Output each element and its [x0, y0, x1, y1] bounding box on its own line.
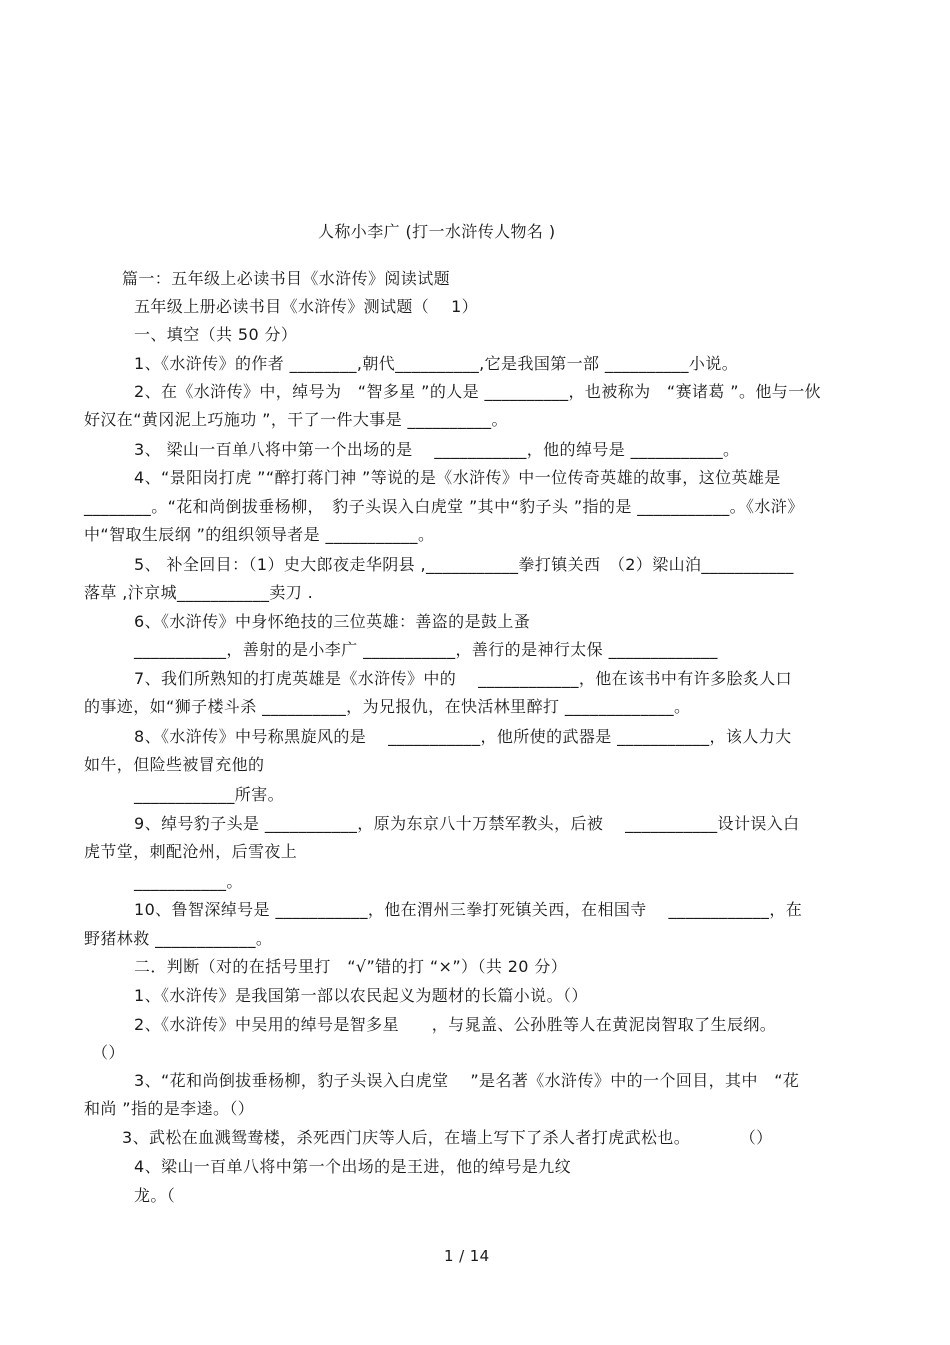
question-line: 好汉在“黄冈泥上巧施功 ”，干了一件大事是 __________。 — [84, 410, 508, 429]
part-one-heading: 一、填空（共 50 分） — [134, 325, 298, 344]
question-line: 6、《水浒传》中身怀绝技的三位英雄：善盗的是鼓上蚤 — [134, 612, 531, 631]
question-line: ________。“花和尚倒拔垂杨柳， 豹子头误入白虎堂 ”其中“豹子头 ”指的是 ___________。《水浒》 — [84, 497, 804, 516]
page-title: 人称小李广 (打一水浒传人物名 ) — [318, 222, 556, 241]
judgement-line: 龙。（ — [134, 1186, 176, 1205]
question-line: 的事迹，如“狮子楼斗杀 __________，为兄报仇，在快活林里醉打 _____________。 — [84, 697, 691, 716]
question-line: 3、 梁山一百单八将中第一个出场的是 ___________，他的绰号是 ___________。 — [134, 440, 740, 459]
question-line: 野猪林救 ____________。 — [84, 929, 273, 948]
question-line: 7、我们所熟知的打虎英雄是《水浒传》中的 ____________，他在该书中有许多脍炙人口 — [134, 669, 793, 688]
judgement-line: 4、梁山一百单八将中第一个出场的是王进，他的绰号是九纹 — [134, 1157, 571, 1176]
test-title: 五年级上册必读书目《水浒传》测试题（ 1） — [134, 297, 479, 316]
question-line: 落草 ,汴京城___________卖刀 . — [84, 583, 314, 602]
judgement-line: 和尚 ”指的是李逵。（） — [84, 1099, 255, 1118]
question-line: ____________所害。 — [134, 785, 284, 804]
judgement-line: 3、武松在血溅鸳鸯楼，杀死西门庆等人后，在墙上写下了杀人者打虎武松也。 （） — [122, 1128, 773, 1147]
question-line: 10、鲁智深绰号是 ___________，他在渭州三拳打死镇关西，在相国寺 ____________，在 — [134, 900, 803, 919]
page-number: 1 / 14 — [444, 1247, 490, 1265]
judgement-line: （） — [92, 1043, 125, 1062]
question-line: 中“智取生辰纲 ”的组织领导者是 ___________。 — [84, 525, 435, 544]
question-line: 如牛，但险些被冒充他的 — [84, 755, 265, 774]
part-two-heading: 二．判断（对的在括号里打 “√”错的打 “×”）（共 20 分） — [134, 957, 568, 976]
judgement-line: 2、《水浒传》中吴用的绰号是智多星 ，与晁盖、公孙胜等人在黄泥岗智取了生辰纲。 — [134, 1015, 777, 1034]
question-line: 虎节堂，刺配沧州，后雪夜上 — [84, 842, 298, 861]
section-heading: 篇一：五年级上必读书目《水浒传》阅读试题 — [122, 269, 451, 288]
question-line: 4、“景阳岗打虎 ”“醉打蒋门神 ”等说的是《水浒传》中一位传奇英雄的故事，这位英雄是 — [134, 468, 781, 487]
question-line: ___________，善射的是小李广 ___________，善行的是神行太保 _____________ — [134, 640, 718, 659]
question-line: 1、《水浒传》的作者 ________,朝代__________,它是我国第一部 __________小说。 — [134, 354, 739, 373]
question-line: ___________。 — [134, 872, 243, 891]
judgement-line: 1、《水浒传》是我国第一部以农民起义为题材的长篇小说。（） — [134, 986, 588, 1005]
question-line: 5、 补全回目：（1）史大郎夜走华阴县 ,___________拳打镇关西 （2）梁山泊___________ — [134, 555, 794, 574]
question-line: 2、在《水浒传》中，绰号为 “智多星 ”的人是 __________，也被称为 “赛诸葛 ”。他与一伙 — [134, 382, 821, 401]
question-line: 8、《水浒传》中号称黑旋风的是 ___________，他所使的武器是 ___________，该人力大 — [134, 727, 792, 746]
question-line: 9、绰号豹子头是 ___________，原为东京八十万禁军教头，后被 ___________设计误入白 — [134, 814, 800, 833]
judgement-line: 3、“花和尚倒拔垂杨柳，豹子头误入白虎堂 ”是名著《水浒传》中的一个回目，其中 “花 — [134, 1071, 800, 1090]
